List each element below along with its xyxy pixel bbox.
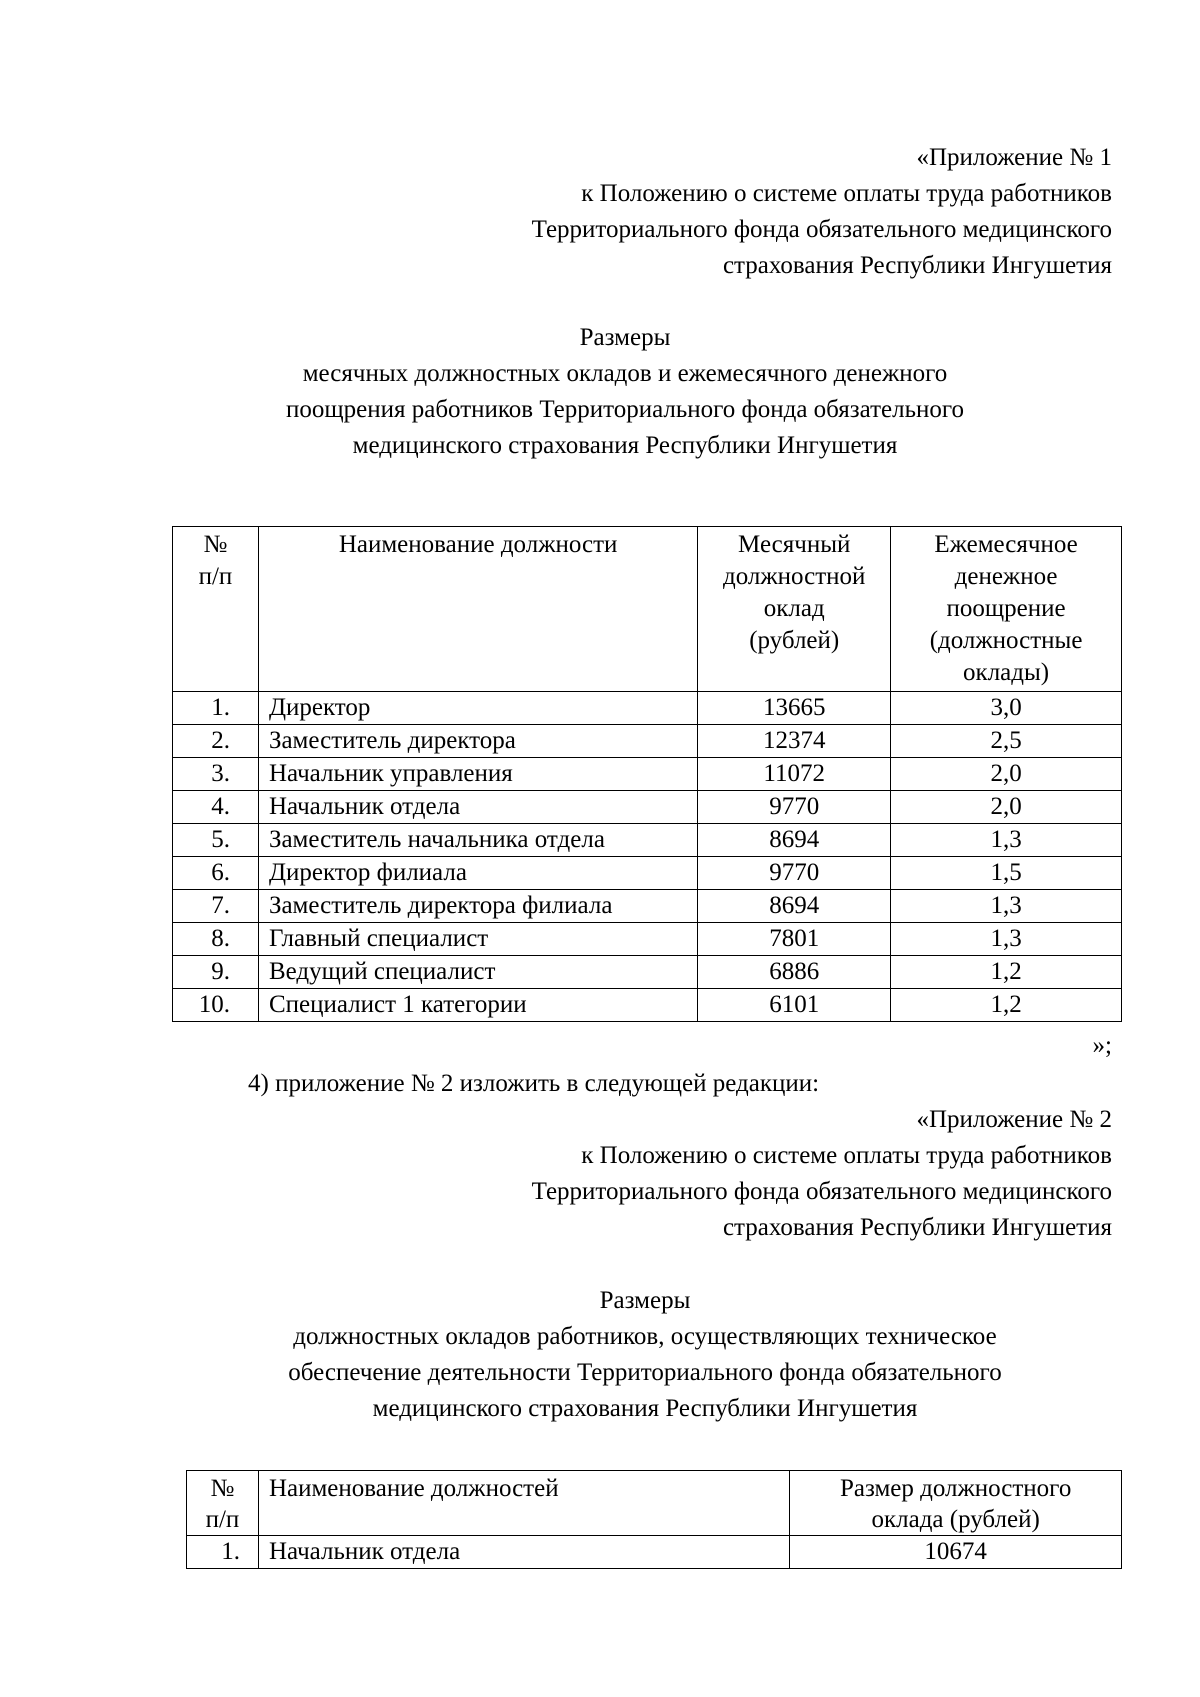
- table-row: [173, 791, 1122, 824]
- appendix1-title-line-2: к Положению о системе оплаты труда работников: [581, 180, 1112, 207]
- header-name: Наименование должности: [258, 527, 697, 692]
- row-salary: 13665: [698, 692, 891, 725]
- row-name: Заместитель директора филиала: [258, 890, 697, 923]
- row-name: Главный специалист: [258, 923, 697, 956]
- table-row: [173, 725, 1122, 758]
- appendix2-heading: Размеры: [599, 1287, 691, 1314]
- appendix2-title-line-4: страхования Республики Ингушетия: [722, 1214, 1112, 1241]
- row-name: Начальник управления: [258, 758, 697, 791]
- appendix2-subheading-line-2: обеспечение деятельности Территориального фонда обязательного: [288, 1359, 1002, 1386]
- row-name: Специалист 1 категории: [258, 989, 697, 1022]
- appendix2-title-line-2: к Положению о системе оплаты труда работников: [581, 1142, 1112, 1169]
- table-row: [173, 824, 1122, 857]
- appendix2-subheading-line-3: медицинского страхования Республики Ингушетия: [372, 1395, 918, 1422]
- row-salary: 11072: [698, 758, 891, 791]
- row-salary: 6886: [698, 956, 891, 989]
- row-bonus: 2,5: [891, 725, 1122, 758]
- row-salary: 6101: [698, 989, 891, 1022]
- appendix1-subheading-line-3: медицинского страхования Республики Ингушетия: [352, 432, 898, 459]
- row-name: Начальник отдела: [258, 1536, 789, 1569]
- row-name: Ведущий специалист: [258, 956, 697, 989]
- row-bonus: 2,0: [891, 791, 1122, 824]
- closing-quote: »;: [1092, 1032, 1112, 1059]
- row-bonus: 1,3: [891, 890, 1122, 923]
- row-num: 3.: [173, 758, 259, 791]
- row-num: 4.: [173, 791, 259, 824]
- appendix2-title-line-3: Территориального фонда обязательного медицинского: [531, 1178, 1112, 1205]
- row-num: 6.: [173, 857, 259, 890]
- row-name: Директор филиала: [258, 857, 697, 890]
- appendix2-table: [186, 1470, 1122, 1569]
- row-name: Директор: [258, 692, 697, 725]
- table-header-row: [187, 1471, 1122, 1536]
- appendix1-title-line-1: «Приложение № 1: [916, 144, 1112, 171]
- table-row: [173, 890, 1122, 923]
- row-num: 9.: [173, 956, 259, 989]
- row-bonus: 1,5: [891, 857, 1122, 890]
- table-row: [173, 956, 1122, 989]
- row-salary: 7801: [698, 923, 891, 956]
- appendix1-heading: Размеры: [579, 324, 671, 351]
- header-bonus: Ежемесячное денежное поощрение (должностные оклады): [891, 527, 1122, 692]
- row-bonus: 1,2: [891, 956, 1122, 989]
- row-bonus: 3,0: [891, 692, 1122, 725]
- row-salary: 8694: [698, 890, 891, 923]
- row-salary: 8694: [698, 824, 891, 857]
- row-salary: 9770: [698, 791, 891, 824]
- row-num: 7.: [173, 890, 259, 923]
- row-bonus: 2,0: [891, 758, 1122, 791]
- appendix1-subheading-line-2: поощрения работников Территориального фонда обязательного: [285, 396, 965, 423]
- row-name: Заместитель директора: [258, 725, 697, 758]
- table-header-row: [173, 527, 1122, 692]
- table-row: [173, 989, 1122, 1022]
- row-salary: 9770: [698, 857, 891, 890]
- row-num: 5.: [173, 824, 259, 857]
- table-row: [173, 857, 1122, 890]
- appendix2-title-line-1: «Приложение № 2: [916, 1106, 1112, 1133]
- table-row: [187, 1536, 1122, 1569]
- header-salary: Месячный должностной оклад (рублей): [698, 527, 891, 692]
- table-row: [173, 692, 1122, 725]
- appendix1-table: [172, 526, 1122, 1022]
- row-num: 10.: [173, 989, 259, 1022]
- appendix1-title-line-4: страхования Республики Ингушетия: [722, 252, 1112, 279]
- row-salary: 10674: [790, 1536, 1122, 1569]
- row-num: 1.: [173, 692, 259, 725]
- header-num: № п/п: [187, 1471, 259, 1536]
- appendix1-subheading-line-1: месячных должностных окладов и ежемесячного денежного: [302, 360, 948, 387]
- row-num: 8.: [173, 923, 259, 956]
- row-bonus: 1,3: [891, 824, 1122, 857]
- appendix2-subheading-line-1: должностных окладов работников, осуществляющих техническое: [293, 1323, 997, 1350]
- header-salary: Размер должностного оклада (рублей): [790, 1471, 1122, 1536]
- row-name: Начальник отдела: [258, 791, 697, 824]
- table-row: [173, 923, 1122, 956]
- instruction-paragraph: 4) приложение № 2 изложить в следующей редакции:: [248, 1070, 820, 1097]
- appendix1-title-line-3: Территориального фонда обязательного медицинского: [531, 216, 1112, 243]
- row-bonus: 1,2: [891, 989, 1122, 1022]
- table-row: [173, 758, 1122, 791]
- header-num: № п/п: [173, 527, 259, 692]
- row-salary: 12374: [698, 725, 891, 758]
- row-num: 1.: [187, 1536, 259, 1569]
- row-name: Заместитель начальника отдела: [258, 824, 697, 857]
- row-bonus: 1,3: [891, 923, 1122, 956]
- row-num: 2.: [173, 725, 259, 758]
- header-name: Наименование должностей: [258, 1471, 789, 1536]
